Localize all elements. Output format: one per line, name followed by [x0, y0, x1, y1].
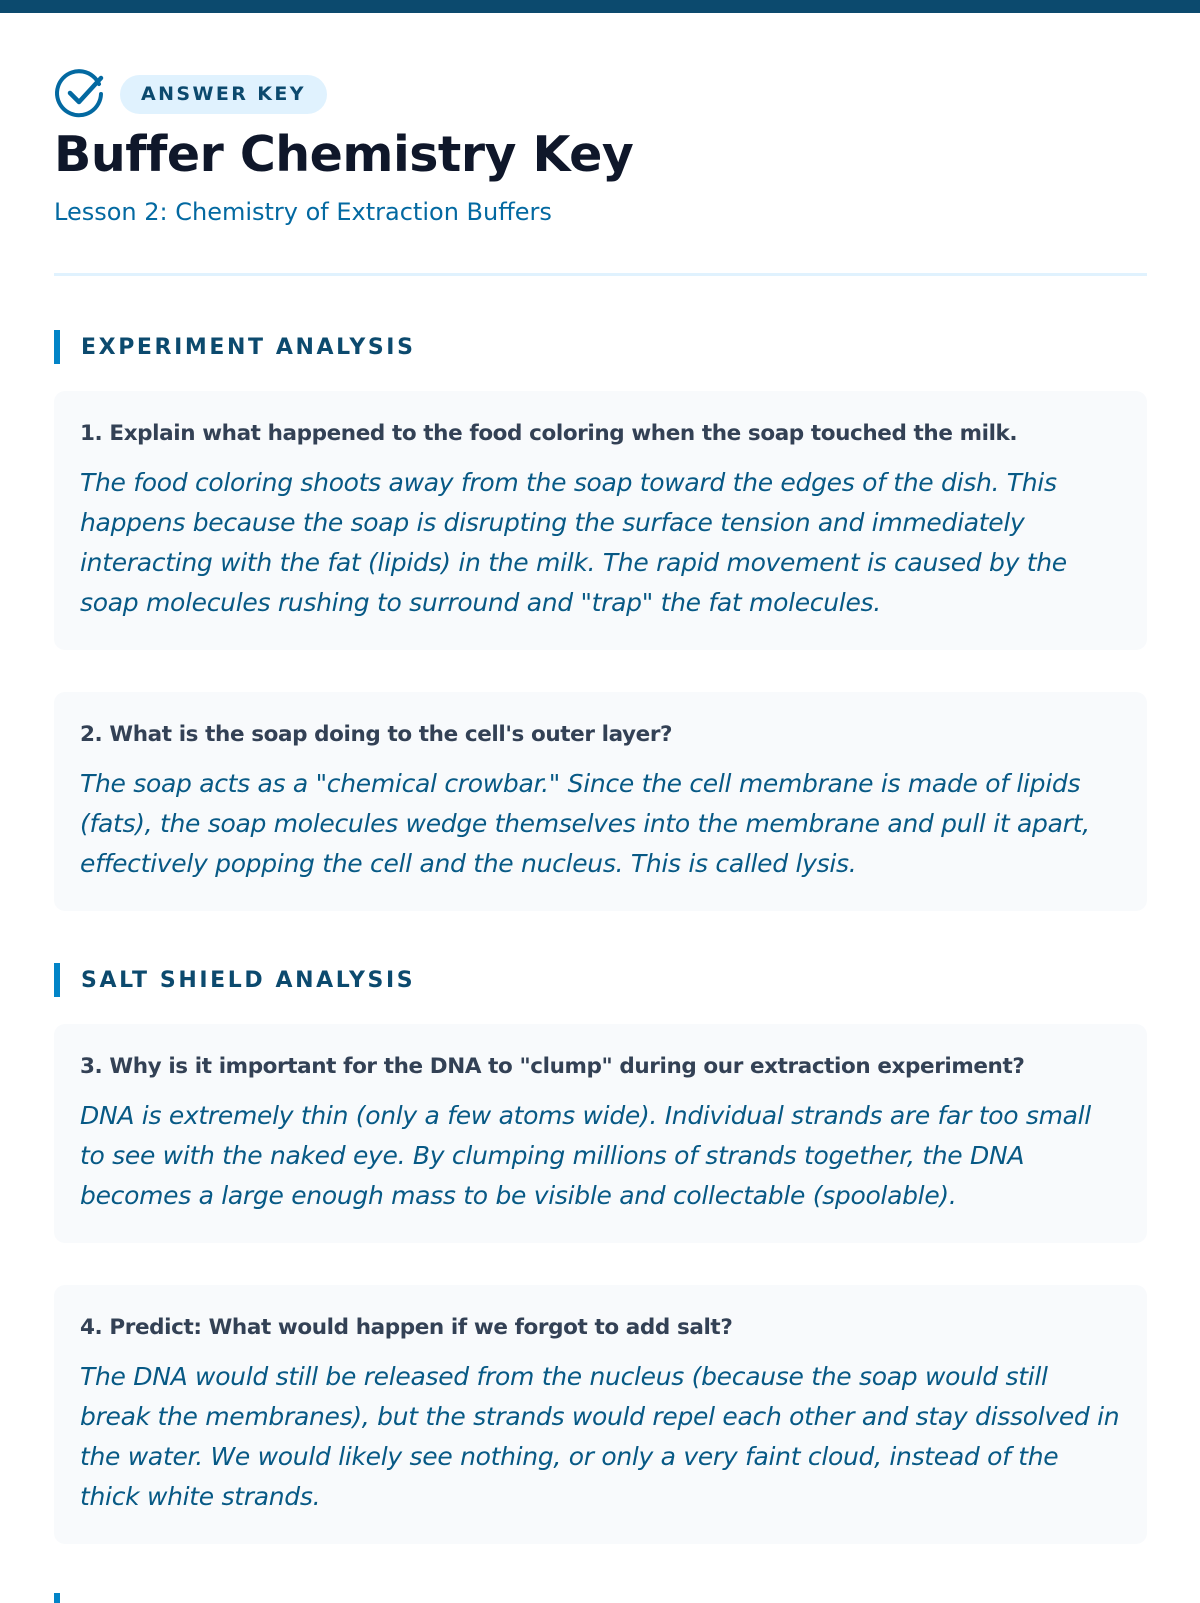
section-heading-salt-shield-analysis [54, 963, 415, 997]
question-card [54, 1024, 1147, 1243]
question-card [54, 391, 1147, 650]
section-accent-bar [54, 330, 60, 364]
section-heading-experiment-analysis [54, 330, 416, 364]
header-divider [54, 273, 1147, 276]
section-heading-label: SALT SHIELD ANALYSIS [81, 967, 416, 993]
answer-text: The food coloring shoots away from the soap toward the edges of the dish. This happens because the soap is disrupting the surface tension and immediately interacting with the fat (lipids) in the milk. The rapid movement is caused by the soap molecules rushing to surround and "trap" the fat molecules. [80, 468, 1067, 617]
answer-key-badge: ANSWER KEY [120, 75, 327, 114]
top-accent-bar [0, 0, 1200, 13]
question-text: 1. Explain what happened to the food coloring when the soap touched the milk. [80, 421, 1018, 446]
question-text: 2. What is the soap doing to the cell's outer layer? [80, 722, 673, 747]
page-subtitle: Lesson 2: Chemistry of Extraction Buffers [54, 198, 552, 226]
answer-text: DNA is extremely thin (only a few atoms wide). Individual strands are far too small to see with the naked eye. By clumping millions of strands together, the DNA becomes a large enough mass to be visible and collectable (spoolable). [80, 1101, 1091, 1210]
section-heading-label: EXPERIMENT ANALYSIS [81, 334, 416, 360]
question-text: 3. Why is it important for the DNA to "clump" during our extraction experiment? [80, 1054, 1025, 1079]
answer-text: The soap acts as a "chemical crowbar." Since the cell membrane is made of lipids (fats), the soap molecules wedge themselves into the membrane and pull it apart, effectively popping the cell and the nucleus. This is called lysis. [80, 769, 1090, 878]
answer-text: The DNA would still be released from the nucleus (because the soap would still break the membranes), but the strands would repel each other and stay dissolved in the water. We would likely see nothing, or only a very faint cloud, instead of the thick white strands. [80, 1362, 1120, 1511]
section-accent-bar [54, 963, 60, 997]
next-section-accent-bar [54, 1593, 60, 1603]
check-circle-icon [54, 68, 106, 120]
header-row [54, 68, 327, 120]
question-card [54, 1285, 1147, 1544]
page-title: Buffer Chemistry Key [54, 126, 634, 183]
question-text: 4. Predict: What would happen if we forgot to add salt? [80, 1315, 733, 1340]
question-card [54, 692, 1147, 911]
